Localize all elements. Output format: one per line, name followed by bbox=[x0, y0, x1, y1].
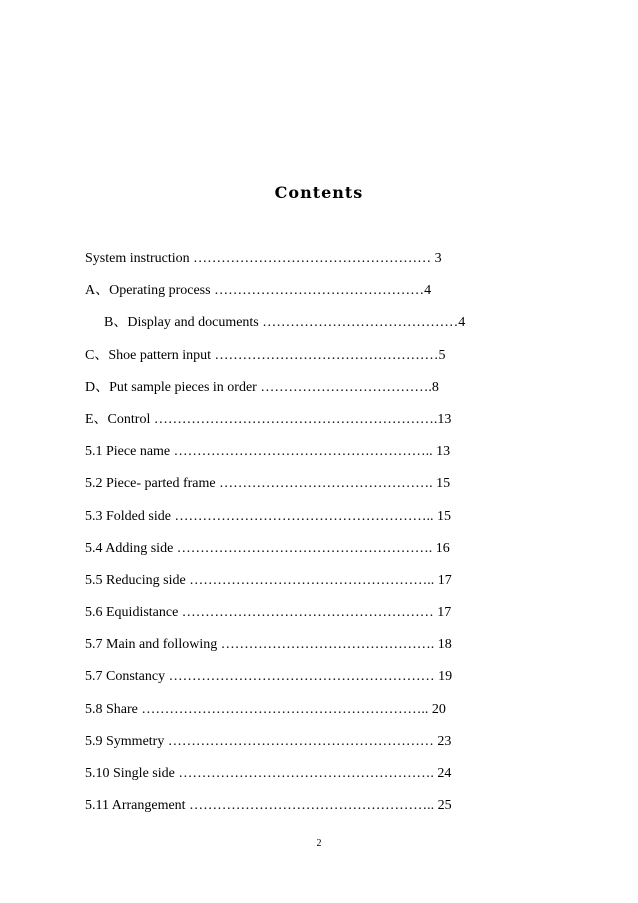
toc-entry: C、Shoe pattern input …………………………………………5 bbox=[85, 347, 446, 363]
toc-entry: 5.10 Single side ………………………………………………. 24 bbox=[85, 766, 452, 781]
toc-entry: 5.2 Piece- parted frame ………………………………………. 15 bbox=[85, 476, 451, 492]
toc-entry: B、Display and documents ……………………………………4 bbox=[104, 315, 466, 331]
toc-entry: 5.6 Equidistance ……………………………………………… 17 bbox=[85, 605, 452, 621]
toc-entry: A、Operating process ………………………………………4 bbox=[85, 283, 432, 299]
toc-entry: 5.8 Share …………………………………………………….. 20 bbox=[85, 701, 446, 717]
toc-entry: System instruction …………………………………………… 3 bbox=[85, 251, 442, 266]
toc-entry: 5.7 Constancy ………………………………………………… 19 bbox=[85, 669, 453, 685]
toc-entry: E、Control …………………………………………………….13 bbox=[85, 411, 452, 427]
toc-entry: 5.11 Arrangement …………………………………………….. 25 bbox=[85, 798, 452, 814]
toc-entry: 5.4 Adding side ………………………………………………. 16 bbox=[85, 540, 450, 556]
table-of-contents bbox=[85, 250, 545, 829]
toc-entry: 5.9 Symmetry ………………………………………………… 23 bbox=[85, 733, 452, 749]
toc-entry: 5.1 Piece name ……………………………………………….. 13 bbox=[85, 444, 451, 460]
toc-entry: D、Put sample pieces in order ……………………………….8 bbox=[85, 379, 439, 395]
page-number: 2 bbox=[316, 838, 322, 849]
page-title: Contents bbox=[274, 183, 364, 202]
toc-entry: 5.3 Folded side ……………………………………………….. 15 bbox=[85, 508, 451, 524]
toc-entry: 5.7 Main and following ………………………………………. 18 bbox=[85, 637, 452, 653]
toc-entry: 5.5 Reducing side …………………………………………….. 17 bbox=[85, 572, 452, 588]
